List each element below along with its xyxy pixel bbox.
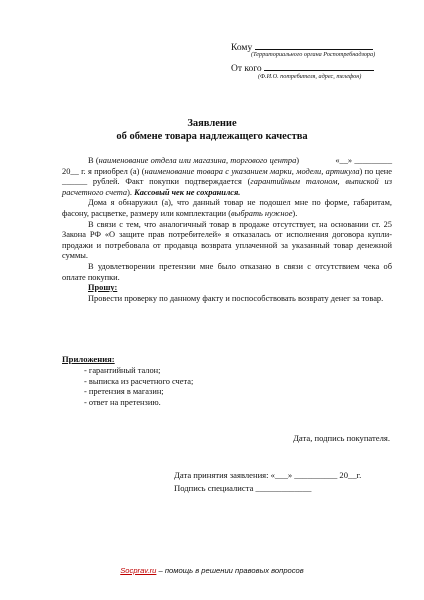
buyer-signature: Дата, подпись покупателя. [293, 433, 390, 443]
text: Дома я обнаружил (а), что данный товар не подошел мне по форме, габаритам, фасону, расцветке, размеру или комплектации ( [62, 198, 392, 218]
footer-text: – помощь в решении правовых вопросов [156, 566, 304, 575]
attachments-heading: Приложения: [62, 354, 115, 364]
paragraph-refusal: В удовлетворении претензии мне было отказано в связи с отсутствием чека об оплате покупки. [62, 261, 392, 282]
document-subtitle: об обмене товара надлежащего качества [116, 131, 308, 142]
from-hint: (Ф.И.О. потребителя, адрес, телефон) [258, 73, 362, 80]
letter-body [62, 156, 392, 304]
footer-link[interactable]: Socprav.ru [120, 566, 157, 575]
receipt-missing-note: Кассовый чек не сохранился. [134, 187, 241, 197]
footer [0, 566, 424, 575]
to-hint: (Территориального органа Роспотребнадзора) [251, 51, 376, 58]
paragraph-defect [62, 198, 392, 219]
to-underline [255, 40, 373, 50]
request-heading: Прошу: [88, 283, 118, 293]
date-day: «__» [335, 156, 353, 165]
list-item: - претензия в магазин; [84, 387, 164, 397]
text: ) [296, 156, 300, 165]
placeholder-product: наименование товара с указанием марки, модели, артикула [144, 166, 360, 176]
to-label: Кому [231, 43, 253, 53]
from-underline [264, 61, 374, 71]
placeholder-choose: выбрать нужное [231, 208, 293, 218]
text: ). [292, 208, 298, 218]
list-item: - ответ на претензию. [84, 397, 161, 407]
document-title: Заявление [187, 118, 237, 129]
text: ). [127, 187, 135, 197]
list-item: - гарантийный талон; [84, 366, 161, 375]
paragraph-purchase [62, 156, 392, 198]
from-label: От кого [231, 64, 262, 74]
acceptance-date: Дата принятия заявления: «___» __________ 20__г. [174, 470, 362, 480]
text: ) по цене ______ рублей. Факт покупки подтверждается ( [62, 166, 393, 187]
text: В ( [88, 156, 99, 165]
request-text: Провести проверку по данному факту и поспособствовать возврату денег за товар. [88, 293, 384, 303]
attachments-list [84, 366, 193, 408]
specialist-signature: Подпись специалиста _____________ [174, 483, 312, 493]
placeholder-store: наименование отдела или магазина, торгового центра [98, 156, 297, 165]
text: _________ 20__ г. я приобрел (а) ( [62, 156, 393, 176]
placeholder-proof: гарантийным талоном, выпиской из расчетного счета [62, 177, 393, 197]
list-item: - выписка из расчетного счета; [84, 376, 194, 386]
paragraph-legal-basis: В связи с тем, что аналогичный товар в продаже отсутствует, на основании ст. 25 Закона РФ «О защите прав потребителей» я отказалась от исполнения договора купли-продажи и потребовала от продавца возврата уплаченной за указанный товар денежной суммы. [62, 219, 392, 261]
